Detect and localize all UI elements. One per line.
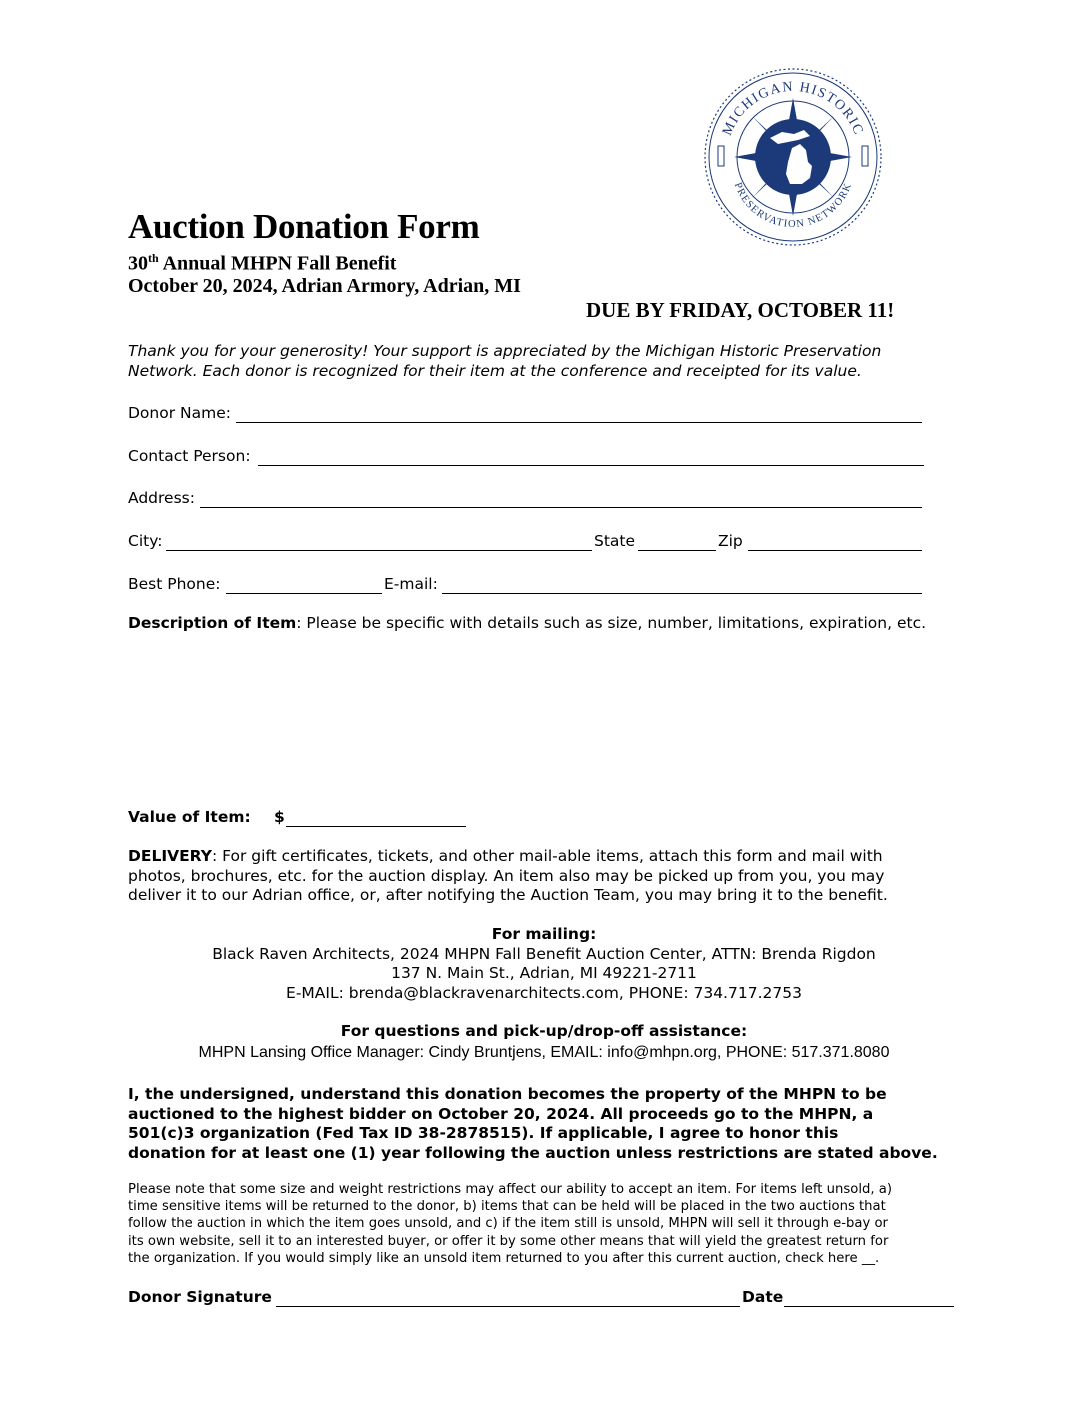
agreement-paragraph <box>128 1085 938 1163</box>
mailing-heading: For mailing: <box>491 925 597 943</box>
note-line-1: Please note that some size and weight restrictions may affect our ability to accept an item. For items left unsold, a) <box>128 1182 892 1197</box>
event-date-location: October 20, 2024, Adrian Armory, Adrian, MI <box>128 275 521 297</box>
delivery-line-3: deliver it to our Adrian office, or, after notifying the Auction Team, you may bring it to the benefit. <box>128 886 888 904</box>
description-of-item <box>128 614 926 632</box>
agreement-line-4: donation for at least one (1) year following the auction unless restrictions are stated above. <box>128 1143 938 1162</box>
zip-field[interactable] <box>748 550 922 551</box>
mailing-line-2: 137 N. Main St., Adrian, MI 49221-2711 <box>391 964 697 982</box>
best-phone-label: Best Phone: <box>128 575 221 593</box>
address-label: Address: <box>128 489 195 507</box>
mhpn-logo-seal <box>702 66 884 248</box>
form-title: Auction Donation Form <box>128 207 480 246</box>
mailing-block <box>0 925 1088 1003</box>
intro-line-2: Network. Each donor is recognized for their item at the conference and receipted for its value. <box>128 361 862 380</box>
description-label: Description of Item <box>128 614 297 632</box>
state-label: State <box>594 532 636 550</box>
intro-text <box>128 342 881 381</box>
note-line-5: the organization. If you would simply like an unsold item returned to you after this current auction, check here __. <box>128 1250 880 1266</box>
subtitle-rest: Annual MHPN Fall Benefit <box>158 252 397 275</box>
mailing-line-1: Black Raven Architects, 2024 MHPN Fall Benefit Auction Center, ATTN: Brenda Rigdon <box>212 944 876 963</box>
value-of-item-field[interactable] <box>286 826 466 827</box>
form-subtitle <box>128 251 396 276</box>
note-line-2: time sensitive items will be returned to the donor, b) items that can be held will be placed in the two auctions that <box>128 1199 886 1215</box>
delivery-line-1: : For gift certificates, tickets, and other mail-able items, attach this form and mail with <box>212 847 883 865</box>
best-phone-field[interactable] <box>226 593 382 594</box>
email-field[interactable] <box>442 593 922 594</box>
delivery-paragraph <box>128 847 888 906</box>
email-label: E-mail: <box>384 575 438 593</box>
note-line-3: follow the auction in which the item goes unsold, and c) if the item still is unsold, MHPN will sell it through e-bay or <box>128 1216 888 1232</box>
donor-name-label: Donor Name: <box>128 404 231 422</box>
intro-line-1: Thank you for your generosity! Your support is appreciated by the Michigan Historic Preservation <box>128 342 882 360</box>
delivery-label: DELIVERY <box>128 847 212 865</box>
city-label: City: <box>128 532 163 550</box>
subtitle-sup: th <box>148 251 159 265</box>
agreement-line-2: auctioned to the highest bidder on October 20, 2024. All proceeds go to the MHPN, a <box>128 1104 874 1123</box>
date-label: Date <box>742 1288 784 1306</box>
state-field[interactable] <box>638 550 716 551</box>
description-area[interactable] <box>128 640 958 800</box>
questions-heading: For questions and pick-up/drop-off assistance: <box>340 1022 748 1040</box>
questions-line-1: MHPN Lansing Office Manager: Cindy Bruntjens, EMAIL: info@mhpn.org, PHONE: 517.371.8080 <box>198 1044 890 1061</box>
date-field[interactable] <box>784 1306 954 1307</box>
questions-block <box>0 1021 1088 1063</box>
zip-label: Zip <box>718 532 743 550</box>
description-text: : Please be specific with details such as size, number, limitations, expiration, etc. <box>296 614 927 632</box>
delivery-line-2: photos, brochures, etc. for the auction display. An item also may be picked up from you, you may <box>128 866 885 885</box>
contact-person-label: Contact Person: <box>128 447 251 465</box>
donor-signature-label: Donor Signature <box>128 1288 272 1306</box>
value-of-item-label: Value of Item: <box>128 808 251 826</box>
donor-name-field[interactable] <box>236 422 922 423</box>
note-line-4: its own website, sell it to an interested buyer, or offer it by some other means that will yield the greatest return for <box>128 1233 889 1249</box>
donor-signature-field[interactable] <box>276 1306 740 1307</box>
agreement-line-3: 501(c)3 organization (Fed Tax ID 38-2878515). If applicable, I agree to honor this <box>128 1124 839 1142</box>
city-field[interactable] <box>166 550 592 551</box>
value-currency-symbol: $ <box>274 808 285 826</box>
due-date: DUE BY FRIDAY, OCTOBER 11! <box>586 298 895 322</box>
restrictions-note <box>128 1181 892 1267</box>
logo-text-top: MICHIGAN HISTORIC <box>719 79 867 138</box>
address-field[interactable] <box>200 507 922 508</box>
logo-text-bottom: PRESERVATION NETWORK <box>731 181 855 231</box>
mailing-line-3: E-MAIL: brenda@blackravenarchitects.com, PHONE: 734.717.2753 <box>286 983 802 1002</box>
contact-person-field[interactable] <box>258 465 924 466</box>
subtitle-number: 30 <box>128 252 148 275</box>
agreement-line-1: I, the undersigned, understand this donation becomes the property of the MHPN to be <box>128 1085 887 1103</box>
